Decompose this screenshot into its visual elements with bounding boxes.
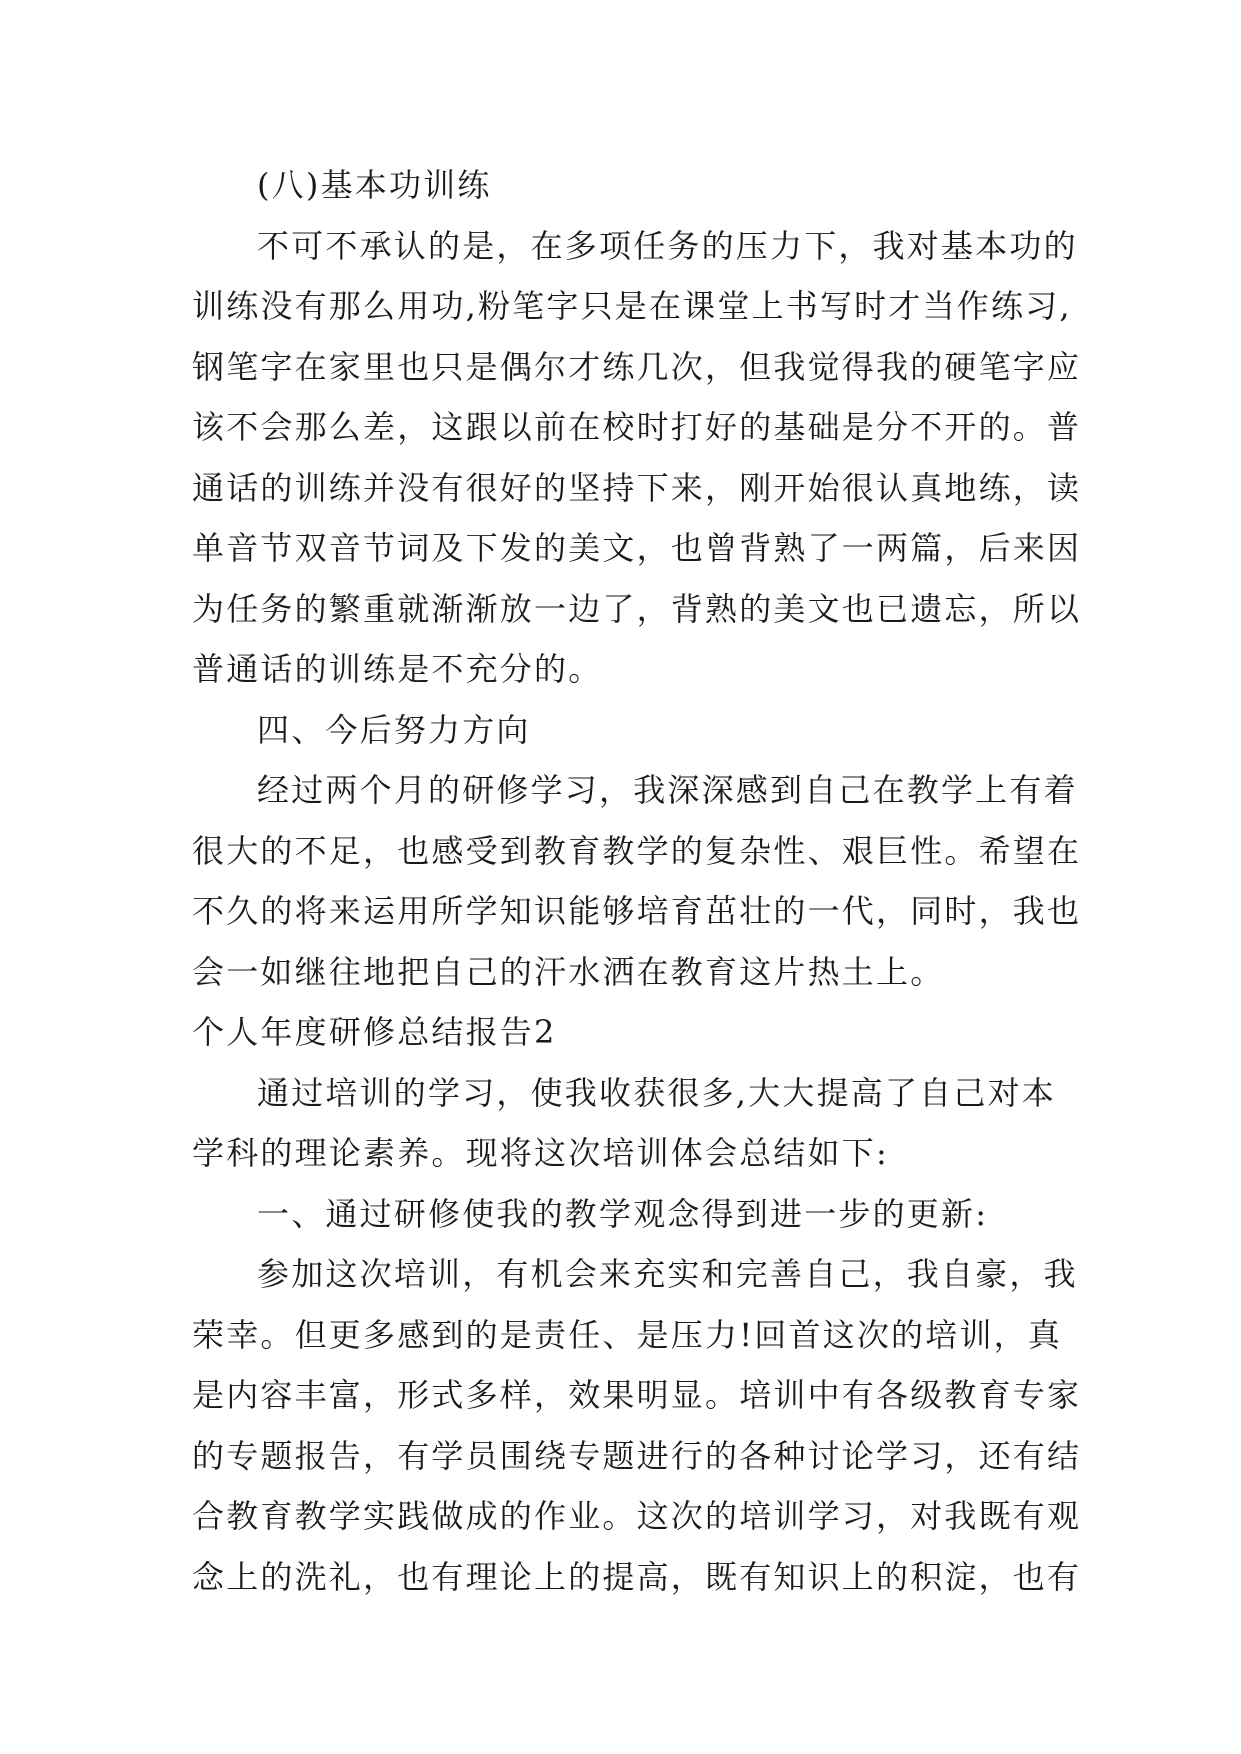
paragraph-line: 通话的训练并没有很好的坚持下来，刚开始很认真地练，读 <box>192 468 1082 507</box>
paragraph-line: 训练没有那么用功,粉笔字只是在课堂上书写时才当作练习, <box>192 287 1072 325</box>
paragraph-line: 钢笔字在家里也只是偶尔才练几次，但我觉得我的硬笔字应 <box>192 347 1082 386</box>
paragraph-line: 为任务的繁重就渐渐放一边了，背熟的美文也已遗忘，所以 <box>192 589 1082 628</box>
paragraph-line: 不久的将来运用所学知识能够培育茁壮的一代，同时，我也 <box>192 892 1082 930</box>
report-title: 个人年度研修总结报告2 <box>192 1013 557 1051</box>
section-heading-teaching-concepts: 一、通过研修使我的教学观念得到进一步的更新: <box>257 1194 989 1233</box>
paragraph-line: 念上的洗礼，也有理论上的提高，既有知识上的积淀，也有 <box>192 1557 1082 1596</box>
paragraph-line: 是内容丰富，形式多样，效果明显。培训中有各级教育专家 <box>192 1376 1082 1414</box>
document-body <box>192 155 1082 1607</box>
paragraph-line: 很大的不足，也感受到教育教学的复杂性、艰巨性。希望在 <box>192 831 1082 870</box>
paragraph-line: 学科的理论素养。现将这次培训体会总结如下: <box>192 1134 889 1172</box>
paragraph-line: 荣幸。但更多感到的是责任、是压力!回首这次的培训，真 <box>192 1315 1063 1354</box>
section-heading-basic-skills: (八)基本功训练 <box>257 166 492 204</box>
paragraph-line: 会一如继往地把自己的汗水洒在教育这片热土上。 <box>192 952 945 991</box>
paragraph-line: 该不会那么差，这跟以前在校时打好的基础是分不开的。普 <box>192 408 1082 446</box>
paragraph-line: 的专题报告，有学员围绕专题进行的各种讨论学习，还有结 <box>192 1436 1082 1475</box>
paragraph-line: 不可不承认的是，在多项任务的压力下，我对基本功的 <box>257 226 1078 265</box>
paragraph-line: 单音节双音节词及下发的美文，也曾背熟了一两篇，后来因 <box>192 529 1082 567</box>
paragraph-line: 普通话的训练是不充分的。 <box>192 650 603 688</box>
paragraph-line: 经过两个月的研修学习，我深深感到自己在教学上有着 <box>257 771 1078 809</box>
paragraph-line: 通过培训的学习，使我收获很多,大大提高了自己对本 <box>257 1073 1056 1112</box>
section-heading-future-direction: 四、今后努力方向 <box>257 710 531 749</box>
paragraph-line: 合教育教学实践做成的作业。这次的培训学习，对我既有观 <box>192 1497 1082 1535</box>
paragraph-line: 参加这次培训，有机会来充实和完善自己，我自豪，我 <box>257 1255 1078 1293</box>
